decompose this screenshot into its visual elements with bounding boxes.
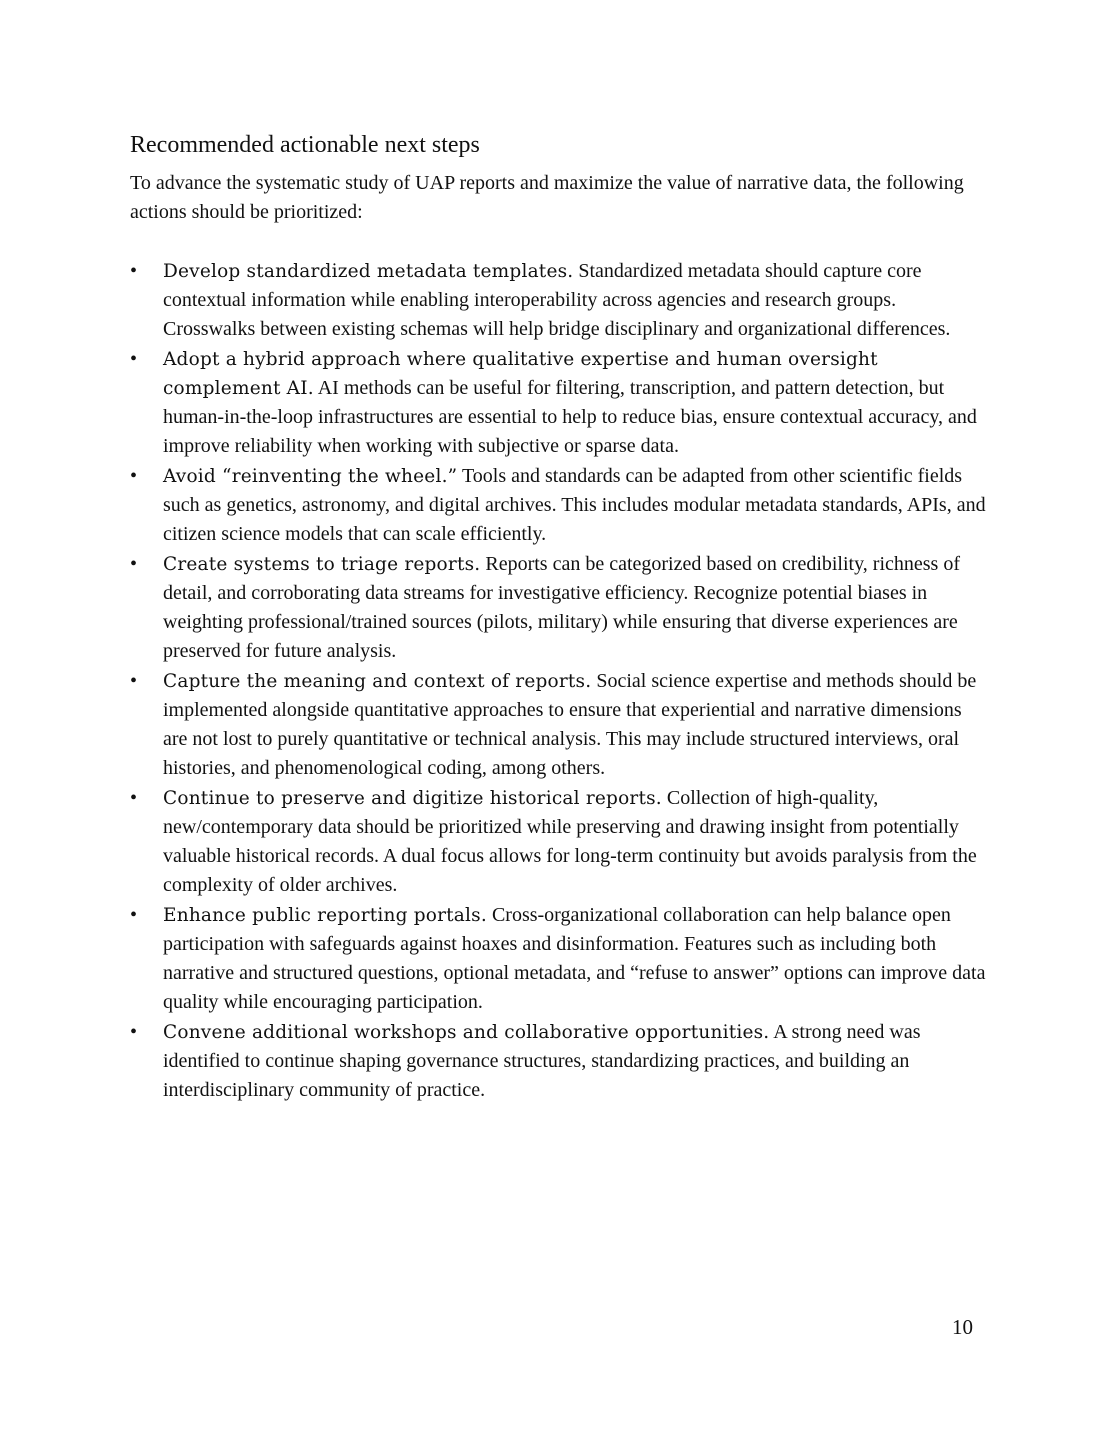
step-body: Cross-organizational collaboration can help balance open participation with safeguards against hoaxes and disinformation. Features such as including both narrative and structured questions, optional metadata, and “refuse to answer” options can improve data quality while encouraging participation. <box>163 904 986 1013</box>
list-item <box>130 901 990 1017</box>
bullet-icon: • <box>130 348 138 370</box>
step-lead: Create systems to triage reports. <box>163 554 481 575</box>
section-heading: Recommended actionable next steps <box>130 132 480 158</box>
step-lead: Capture the meaning and context of reports. <box>163 671 592 692</box>
step-lead: Enhance public reporting portals. <box>163 905 487 926</box>
list-item <box>130 550 990 666</box>
step-body: Standardized metadata should capture core contextual information while enabling interoperability across agencies and research groups. Crosswalks between existing schemas will help bridge disciplinary and organizational differences. <box>163 260 951 340</box>
step-lead: Convene additional workshops and collaborative opportunities. <box>163 1022 770 1043</box>
step-body: Tools and standards can be adapted from other scientific fields such as genetics, astronomy, and digital archives. This includes modular metadata standards, APIs, and citizen science models that can scale efficiently. <box>163 465 986 545</box>
list-item <box>130 345 990 461</box>
step-body: Reports can be categorized based on credibility, richness of detail, and corroborating data streams for investigative efficiency. Recognize potential biases in weighting professional/trained sources (pilots, military) while ensuring that diverse experiences are preserved for future analysis. <box>163 553 960 662</box>
bullet-icon: • <box>130 904 138 926</box>
list-item <box>130 257 990 344</box>
bullet-icon: • <box>130 787 138 809</box>
step-lead: Avoid “reinventing the wheel.” <box>163 466 458 487</box>
step-lead: Continue to preserve and digitize historical reports. <box>163 788 662 809</box>
step-lead: Develop standardized metadata templates. <box>163 261 574 282</box>
bullet-icon: • <box>130 553 138 575</box>
bullet-icon: • <box>130 260 138 282</box>
intro-paragraph: To advance the systematic study of UAP reports and maximize the value of narrative data, the following actions should be prioritized: <box>130 172 964 223</box>
list-item <box>130 462 990 549</box>
page-number: 10 <box>952 1315 973 1339</box>
step-body: Social science expertise and methods should be implemented alongside quantitative approaches to ensure that experiential and narrative dimensions are not lost to purely quantitative or technical analysis. This may include structured interviews, oral histories, and phenomenological coding, among others. <box>163 670 977 779</box>
step-body: Collection of high-quality, new/contemporary data should be prioritized while preserving and drawing insight from potentially valuable historical records. A dual focus allows for long-term continuity but avoids paralysis from the complexity of older archives. <box>163 787 977 896</box>
bullet-icon: • <box>130 465 138 487</box>
list-item <box>130 784 990 900</box>
list-item <box>130 667 990 783</box>
step-body: AI methods can be useful for filtering, transcription, and pattern detection, but human-in-the-loop infrastructures are essential to help to reduce bias, ensure contextual accuracy, and improve reliability when working with subjective or sparse data. <box>163 377 977 457</box>
next-steps-list <box>130 257 990 1106</box>
list-item <box>130 1018 990 1105</box>
step-lead: Adopt a hybrid approach where qualitative expertise and human oversight complement AI. <box>163 349 878 399</box>
step-body: A strong need was identified to continue shaping governance structures, standardizing practices, and building an interdisciplinary community of practice. <box>163 1021 921 1101</box>
bullet-icon: • <box>130 670 138 692</box>
bullet-icon: • <box>130 1021 138 1043</box>
